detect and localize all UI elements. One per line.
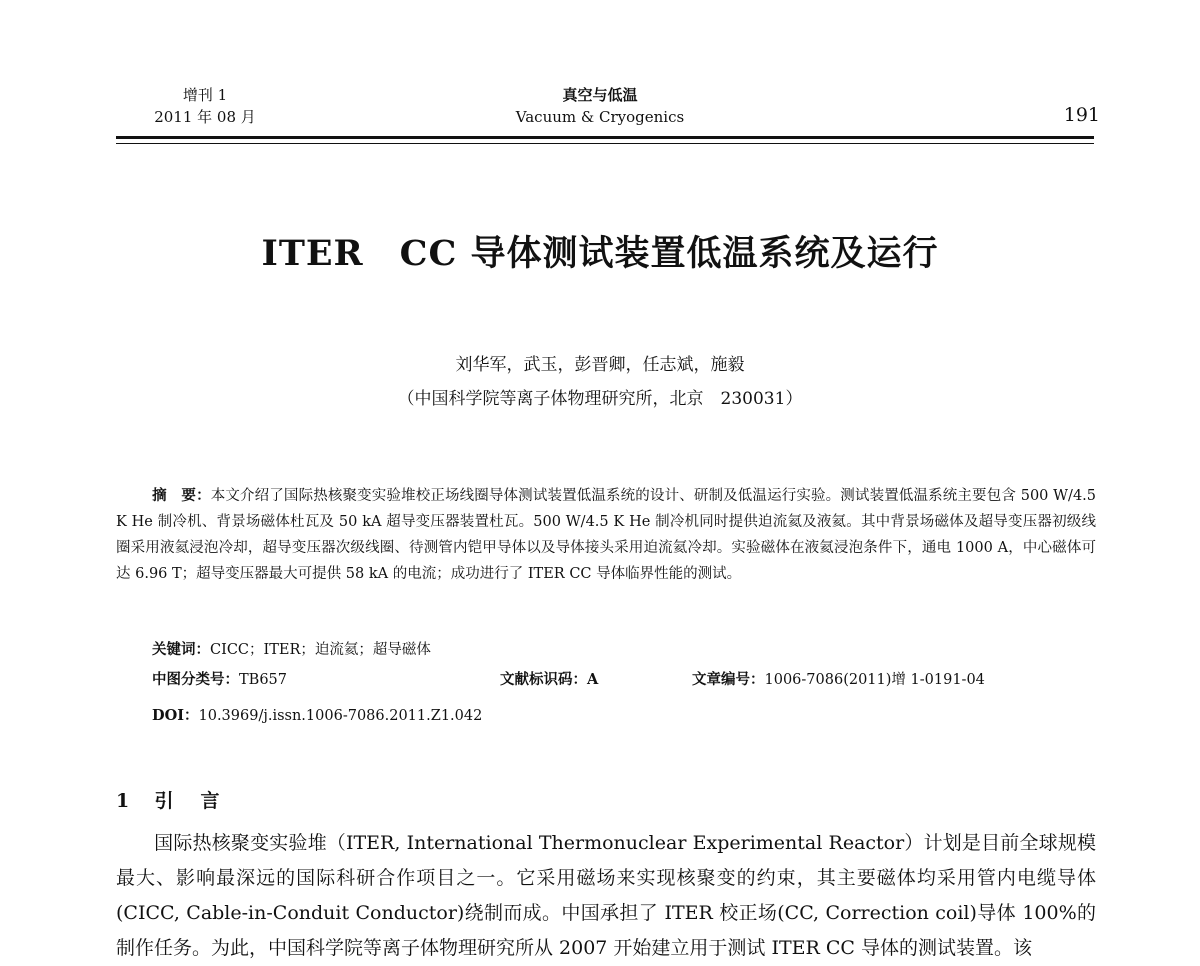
document-code <box>500 667 598 693</box>
classification-value: TB657 <box>239 672 288 688</box>
author-list: 刘华军，武玉，彭晋卿，任志斌，施毅 <box>455 355 745 375</box>
header-rule-thick <box>116 136 1094 139</box>
section-title: 引 言 <box>154 790 224 812</box>
abstract-label: 摘 要： <box>152 487 211 504</box>
article-number-value: 1006-7086(2011)增 1-0191-04 <box>764 672 985 688</box>
classification-number <box>152 667 287 693</box>
section-number: 1 <box>116 790 134 812</box>
issue-label: 增刊 1 <box>182 86 228 104</box>
issue-date: 2011 年 08 月 <box>154 108 256 126</box>
article-number-label: 文章编号： <box>692 671 765 688</box>
doi-label: DOI： <box>152 707 199 724</box>
paper-title: ITER CC 导体测试装置低温系统及运行 <box>261 233 939 274</box>
journal-name-cn: 真空与低温 <box>562 86 638 104</box>
keywords-label: 关键词： <box>152 641 210 658</box>
body-paragraph <box>116 826 1096 966</box>
abstract <box>116 483 1096 587</box>
keywords <box>152 637 431 663</box>
doi <box>152 703 482 729</box>
document-code-value: A <box>587 671 599 688</box>
journal-name-header <box>450 84 750 128</box>
journal-name-en: Vacuum & Cryogenics <box>515 108 685 126</box>
doi-value: 10.3969/j.issn.1006-7086.2011.Z1.042 <box>198 708 483 724</box>
document-code-label: 文献标识码： <box>500 671 587 688</box>
affiliation: （中国科学院等离子体物理研究所，北京 230031） <box>397 389 803 409</box>
journal-issue-header <box>140 84 270 128</box>
page-number: 191 <box>1063 104 1100 126</box>
section-heading <box>116 786 223 813</box>
keywords-value: CICC；ITER；迫流氦；超导磁体 <box>210 642 431 658</box>
classification-label: 中图分类号： <box>152 671 239 688</box>
abstract-text: 本文介绍了国际热核聚变实验堆校正场线圈导体测试装置低温系统的设计、研制及低温运行实验。测试装置低温系统主要包含 500 W/4.5 K He 制冷机、背景场磁体杜瓦及 50 kA 超导变压器装置杜瓦。500 W/4.5 K He 制冷机同时提供迫流氦及液氦。其中背景场磁体及超导变压器初级线圈采用液氦浸泡冷却，超导变压器次级线圈、待测管内铠甲导体以及导体接头采用迫流氦冷却。实验磁体在液氦浸泡条件下，通电 1000 A，中心磁体可达 6.96 T；超导变压器最大可提供 58 kA 的电流；成功进行了 ITER CC 导体临界性能的测试。 <box>116 488 1097 582</box>
body-text: 国际热核聚变实验堆（ITER, International Thermonuclear Experimental Reactor）计划是目前全球规模最大、影响最深远的国际科研合作项目之一。它采用磁场来实现核聚变的约束，其主要磁体均采用管内电缆导体(CICC, Cable-in-Conduit Conductor)绕制而成。中国承担了 ITER 校正场(CC, Correction coil)导体 100%的制作任务。为此，中国科学院等离子体物理研究所从 2007 开始建立用于测试 ITER CC 导体的测试装置。该 <box>116 832 1096 959</box>
article-number <box>692 667 985 693</box>
header-rule-thin <box>116 143 1094 144</box>
